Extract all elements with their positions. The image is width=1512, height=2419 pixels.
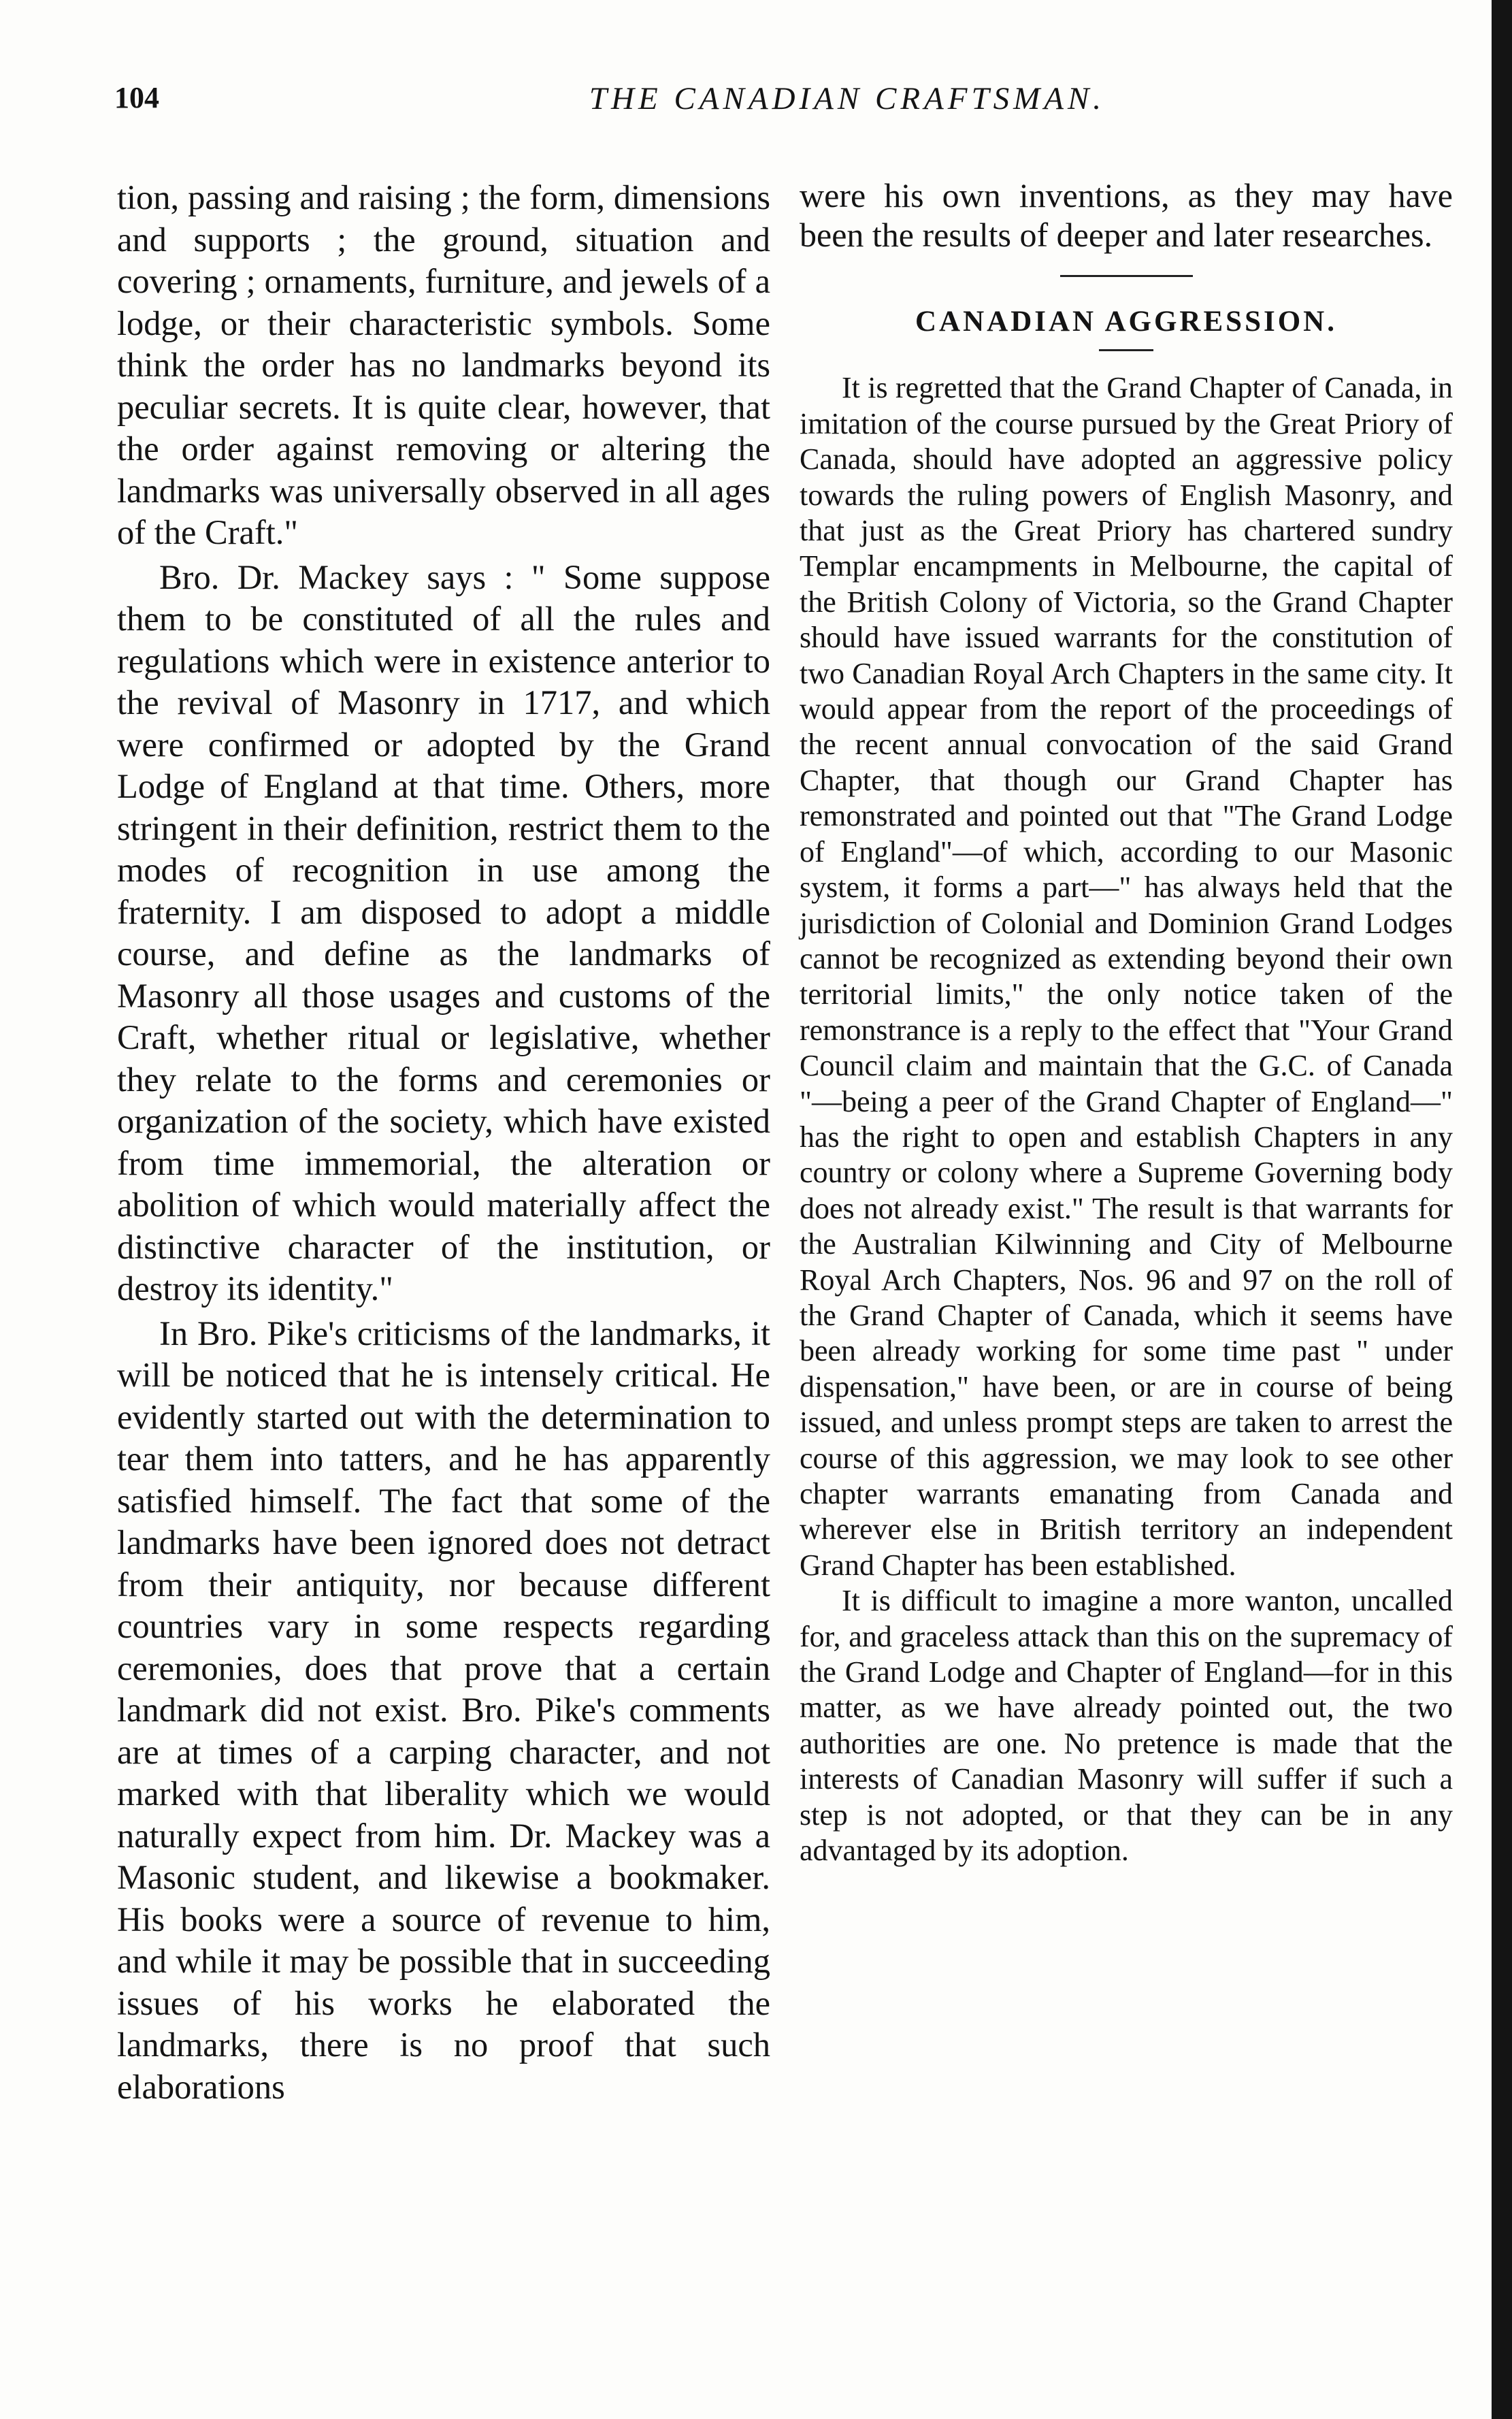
section-heading: CANADIAN AGGRESSION. [915, 306, 1337, 338]
right-paragraph-2: It is difficult to imagine a more wanton, uncalled for, and graceless attack than this on the supremacy of the Grand Lodge and Chapter of England—for in this matter, as we have already pointed out, the two authorities are one. No pretence is made that the interests of Canadian Masonry will suffer if such a step is not adopted, or that they can be in any advantaged by its adoption. [800, 1584, 1453, 1868]
scan-binding-edge [1492, 0, 1512, 2419]
left-paragraph-2: Bro. Dr. Mackey says : " Some suppose them to be constituted of all the rules and regulations which were in existence anterior to the revival of Masonry in 1717, and which were confirmed or adopted by the Grand Lodge of England at that time. Others, more stringent in their definition, restrict them to the modes of recognition in use among the fraternity. I am disposed to adopt a middle course, and define as the landmarks of Masonry all those usages and customs of the Craft, whether ritual or legislative, whether they relate to the forms and ceremonies or organization of the society, which have existed from time immemorial, the alteration or abolition of which would materially affect the distinctive character of the institution, or destroy its identity." [117, 557, 770, 1308]
left-paragraph-3: In Bro. Pike's criticisms of the landmarks, it will be noticed that he is intensely critical. He evidently started out with the determination to tear them into tatters, and he has apparently satisfied himself. The fact that some of the landmarks have been ignored does not detract from their antiquity, nor because different countries vary in some respects regarding ceremonies, does that prove that a certain landmark did not exist. Bro. Pike's comments are at times of a carping character, and not marked with that liberality which we would naturally expect from him. Dr. Mackey was a Masonic student, and likewise a bookmaker. His books were a source of revenue to him, and while it may be possible that in succeeding issues of his works he elaborated the landmarks, there is no proof that such elaborations [117, 1314, 770, 2106]
page-number: 104 [114, 81, 159, 114]
left-paragraph-1: tion, passing and raising ; the form, dimensions and supports ; the ground, situation and covering ; ornaments, furniture, and jewels of a lodge, or their characteristic symbols. Some think the order has no landmarks beyond its peculiar secrets. It is quite clear, however, that the order against removing or altering the landmarks was universally observed in all ages of the Craft." [117, 178, 770, 551]
heading-underline-rule [1099, 349, 1153, 351]
right-paragraph-1: It is regretted that the Grand Chapter of Canada, in imitation of the course pursued by the Great Priory of Canada, should have adopted an aggressive policy towards the ruling powers of English Masonry, and that just as the Great Priory has chartered sundry Templar encampments in Melbourne, the capital of the British Colony of Victoria, so the Grand Chapter should have issued warrants for the constitution of two Canadian Royal Arch Chapters in the same city. It would appear from the report of the proceedings of the recent annual convocation of the said Grand Chapter, that though our Grand Chapter has remonstrated and pointed out that "The Grand Lodge of England"—of which, according to our Masonic system, it forms a part—" has always held that the jurisdiction of Colonial and Dominion Grand Lodges cannot be recognized as extending beyond their own territorial limits," the only notice taken of the remonstrance is a reply to the effect that "Your Grand Council claim and maintain that the G.C. of Canada "—being a peer of the Grand Chapter of England—" has the right to open and establish Chapters in any country or colony where a Supreme Governing body does not already exist." The result is that warrants for the Australian Kilwinning and City of Melbourne Royal Arch Chapters, Nos. 96 and 97 on the roll of the Grand Chapter of Canada, which it seems have been already working for some time past " under dispensation," have been, or are in course of being issued, and unless prompt steps are taken to arrest the course of this aggression, we may look to see other chapter warrants emanating from Canada and wherever else in British territory an independent Grand Chapter has been established. [800, 371, 1453, 1582]
right-column [800, 176, 1453, 1868]
running-title: THE CANADIAN CRAFTSMAN. [589, 81, 1106, 116]
right-continuation-paragraph: were his own inventions, as they may have been the results of deeper and later researches. [800, 176, 1453, 254]
page-header [109, 80, 1463, 135]
left-column [117, 177, 770, 2108]
section-divider-rule [1060, 275, 1193, 277]
